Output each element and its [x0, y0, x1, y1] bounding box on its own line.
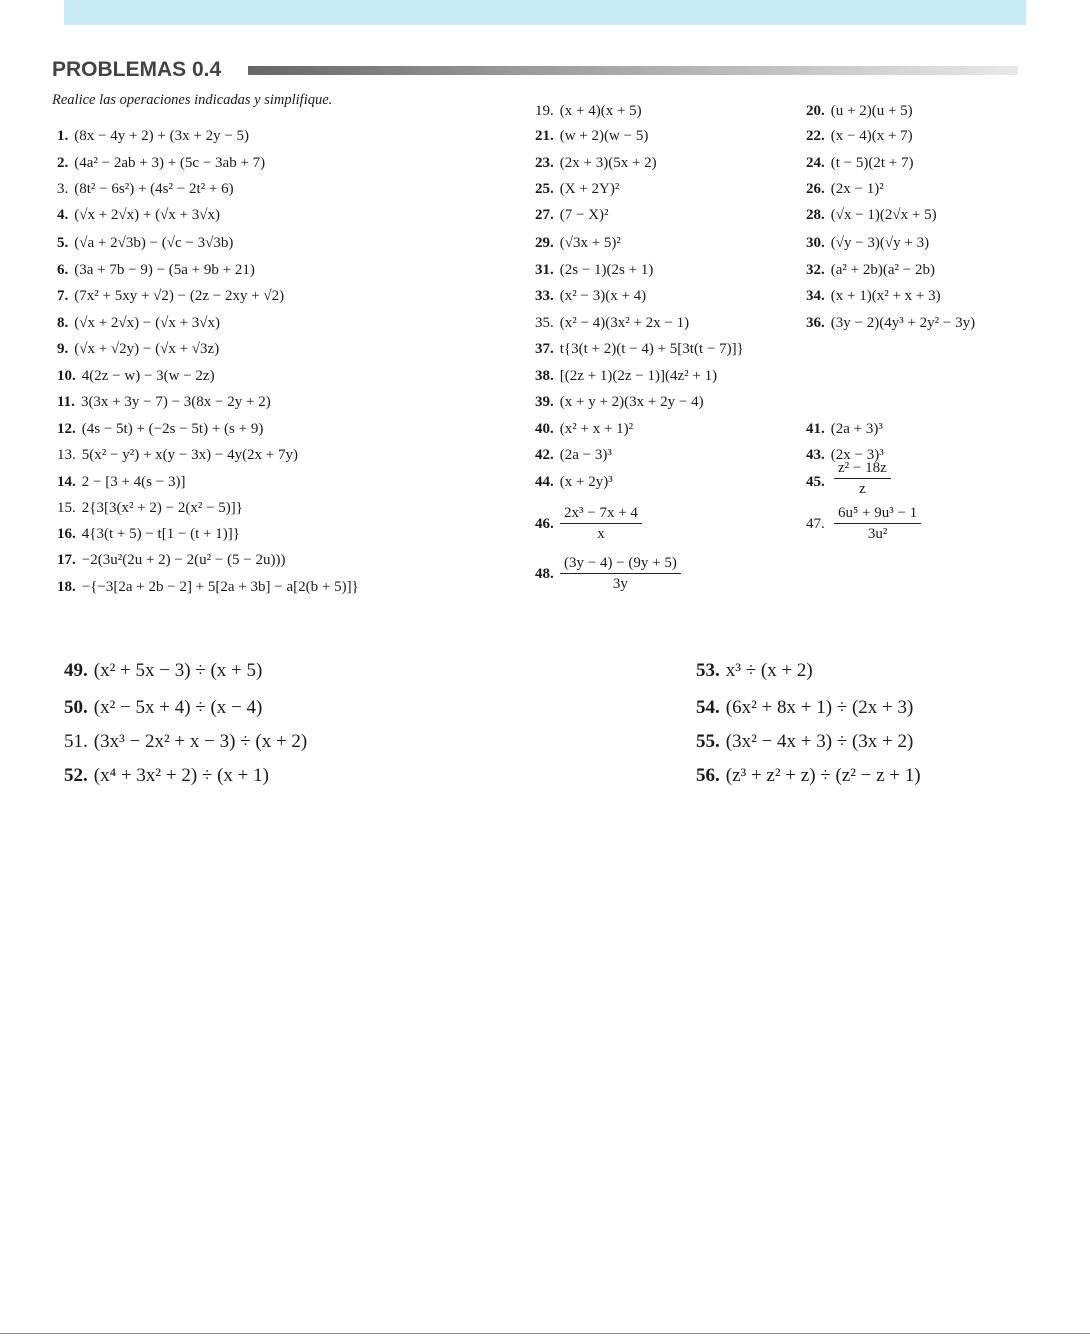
- top-banner: [64, 0, 1026, 25]
- problem-35: 35. (x² − 4)(3x² + 2x − 1): [535, 315, 690, 331]
- problem-46-number: 46.: [535, 516, 554, 532]
- instructions: Realice las operaciones indicadas y simplifique.: [52, 92, 333, 108]
- problem-17: 17. −2(3u²(2u + 2) − 2(u² − (5 − 2u))): [57, 552, 286, 568]
- problem-25: 25. (X + 2Y)²: [535, 181, 620, 197]
- problem-8: 8. (√x + 2√x) − (√x + 3√x): [57, 315, 221, 331]
- problem-45-number: 45.: [806, 474, 825, 490]
- problem-5: 5. (√a + 2√3b) − (√c − 3√3b): [57, 235, 234, 251]
- problem-38: 38. [(2z + 1)(2z − 1)](4z² + 1): [535, 368, 718, 384]
- problem-11: 11. 3(3x + 3y − 7) − 3(8x − 2y + 2): [57, 394, 271, 410]
- problem-21: 21. (w + 2)(w − 5): [535, 128, 649, 144]
- problem-27: 27. (7 − X)²: [535, 207, 609, 223]
- problem-9: 9. (√x + √2y) − (√x + √3z): [57, 341, 220, 357]
- problem-4: 4. (√x + 2√x) + (√x + 3√x): [57, 207, 221, 223]
- problem-10: 10. 4(2z − w) − 3(w − 2z): [57, 368, 215, 384]
- problem-13: 13. 5(x² − y²) + x(y − 3x) − 4y(2x + 7y): [57, 447, 299, 463]
- problem-1: 1. (8x − 4y + 2) + (3x + 2y − 5): [57, 128, 250, 144]
- problem-40: 40. (x² + x + 1)²: [535, 421, 634, 437]
- problem-48-fraction: $\frac{(3y - 4) - (9y + 5)}{3y}$: [560, 555, 681, 593]
- problem-39: 39. (x + y + 2)(3x + 2y − 4): [535, 394, 704, 410]
- problem-56: 56. (z³ + z² + z) ÷ (z² − z + 1): [696, 765, 921, 786]
- problem-48-number: 48.: [535, 566, 554, 582]
- problem-30: 30. (√y − 3)(√y + 3): [806, 235, 930, 251]
- problem-15: 15. 2{3[3(x² + 2) − 2(x² − 5)]}: [57, 500, 243, 516]
- problem-49: 49. (x² + 5x − 3) ÷ (x + 5): [64, 660, 263, 681]
- problem-23: 23. (2x + 3)(5x + 2): [535, 155, 657, 171]
- problem-42: 42. (2a − 3)³: [535, 447, 612, 463]
- problem-32: 32. (a² + 2b)(a² − 2b): [806, 262, 935, 278]
- problem-50: 50. (x² − 5x + 4) ÷ (x − 4): [64, 697, 263, 718]
- problem-43: 43. (2x − 3)³: [806, 447, 884, 463]
- problem-36: 36. (3y − 2)(4y³ + 2y² − 3y): [806, 315, 976, 331]
- problem-3: 3. (8t² − 6s²) + (4s² − 2t² + 6): [57, 181, 234, 197]
- problem-34: 34. (x + 1)(x² + x + 3): [806, 288, 941, 304]
- problem-26: 26. (2x − 1)²: [806, 181, 884, 197]
- problem-31: 31. (2s − 1)(2s + 1): [535, 262, 654, 278]
- problem-51: 51. (3x³ − 2x² + x − 3) ÷ (x + 2): [64, 731, 308, 752]
- problem-20: 20. (u + 2)(u + 5): [806, 103, 913, 119]
- problem-46-fraction: $\frac{\text{2x³ − 7x + 4}}{x}$: [560, 505, 642, 543]
- problem-47-fraction: $\frac{\text{6u⁵ + 9u³ − 1}}{\text{3u²}}$: [834, 505, 921, 543]
- title-rule: [248, 66, 1018, 75]
- problem-44: 44. (x + 2y)³: [535, 474, 613, 490]
- problem-12: 12. (4s − 5t) + (−2s − 5t) + (s + 9): [57, 421, 264, 437]
- problem-28: 28. (√x − 1)(2√x + 5): [806, 207, 937, 223]
- problem-53: 53. x³ ÷ (x + 2): [696, 660, 813, 681]
- problem-47-number: 47.: [806, 516, 825, 532]
- bottom-rule: [0, 1333, 1090, 1334]
- problem-33: 33. (x² − 3)(x + 4): [535, 288, 647, 304]
- problem-6: 6. (3a + 7b − 9) − (5a + 9b + 21): [57, 262, 255, 278]
- problem-45-fraction: $\frac{\text{z² − 18z}}{z}$: [834, 460, 891, 498]
- problem-52: 52. (x⁴ + 3x² + 2) ÷ (x + 1): [64, 765, 269, 786]
- problem-24: 24. (t − 5)(2t + 7): [806, 155, 914, 171]
- problem-14: 14. 2 − [3 + 4(s − 3)]: [57, 474, 186, 490]
- problem-41: 41. (2a + 3)³: [806, 421, 883, 437]
- problem-7: 7. (7x² + 5xy + √2) − (2z − 2xy + √2): [57, 288, 285, 304]
- problem-18: 18. −{−3[2a + 2b − 2] + 5[2a + 3b] − a[2(b + 5)]}: [57, 579, 359, 595]
- problem-22: 22. (x − 4)(x + 7): [806, 128, 913, 144]
- problem-16: 16. 4{3(t + 5) − t[1 − (t + 1)]}: [57, 526, 240, 542]
- problem-29: 29. (√3x + 5)²: [535, 235, 621, 251]
- section-title: PROBLEMAS 0.4: [52, 58, 222, 81]
- problem-55: 55. (3x² − 4x + 3) ÷ (3x + 2): [696, 731, 914, 752]
- problem-37: 37. t{3(t + 2)(t − 4) + 5[3t(t − 7)]}: [535, 341, 744, 357]
- problem-54: 54. (6x² + 8x + 1) ÷ (2x + 3): [696, 697, 914, 718]
- problem-19: 19. (x + 4)(x + 5): [535, 103, 642, 119]
- problem-2: 2. (4a² − 2ab + 3) + (5c − 3ab + 7): [57, 155, 266, 171]
